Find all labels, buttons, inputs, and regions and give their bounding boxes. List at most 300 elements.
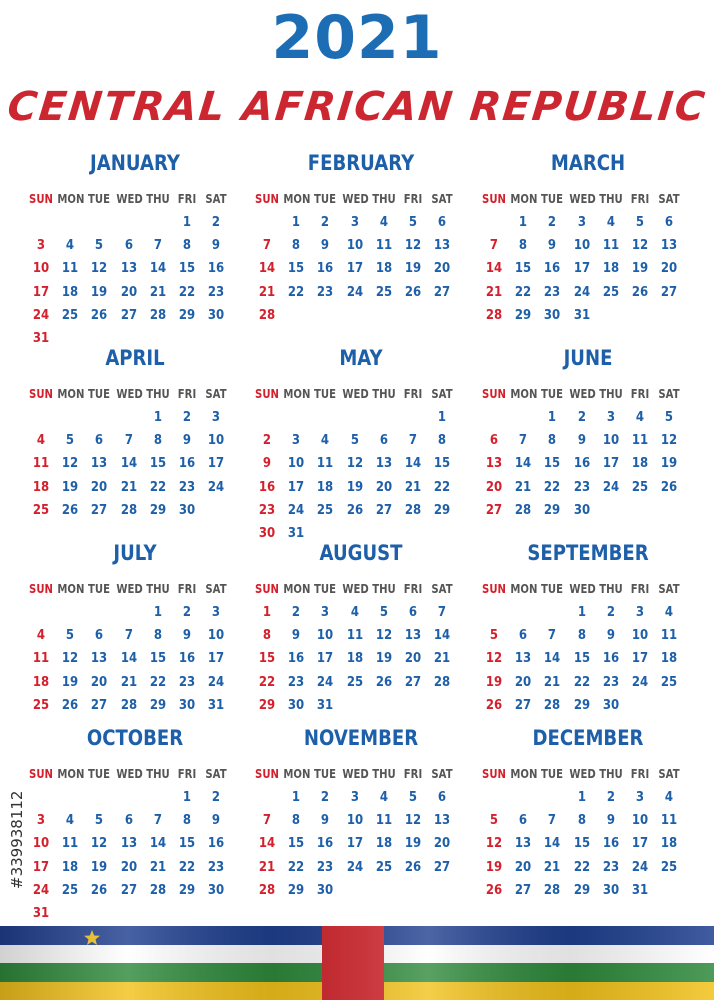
day-cell: 4: [36, 628, 46, 644]
day-cell: 1: [262, 605, 272, 620]
day-cell: 28: [434, 674, 451, 690]
day-cell: 19: [485, 674, 503, 690]
weekday-header-tue: TUE: [88, 582, 111, 596]
weekday-header-fri: FRI: [177, 387, 197, 401]
day-cell: 16: [317, 261, 334, 277]
day-cell: 12: [485, 651, 503, 667]
day-cell: 16: [573, 456, 590, 472]
day-cell: 7: [262, 813, 272, 829]
day-cell: 7: [124, 628, 133, 644]
weekday-header-thu: THU: [372, 767, 396, 781]
day-cell: 23: [317, 284, 334, 300]
day-cell: 25: [346, 674, 363, 690]
weekday-header-tue: TUE: [541, 767, 564, 781]
day-cell: 16: [178, 456, 196, 472]
weekday-header-mon: MON: [57, 582, 85, 596]
day-cell: 4: [379, 215, 388, 230]
weekday-header-wed: WED: [568, 767, 596, 781]
weekday-header-fri: FRI: [630, 582, 650, 596]
day-cell: 8: [182, 238, 192, 254]
day-cell: 17: [288, 479, 305, 495]
day-cell: 15: [178, 261, 196, 277]
day-cell: 24: [288, 502, 305, 518]
day-cell: 22: [434, 479, 451, 495]
day-cell: 9: [212, 238, 221, 254]
day-cell: 10: [346, 238, 363, 254]
day-cell: 28: [258, 882, 276, 898]
weekday-header-sat: SAT: [431, 582, 453, 596]
day-cell: 23: [208, 284, 225, 300]
day-cell: 5: [635, 215, 645, 230]
day-cell: 11: [375, 813, 392, 829]
day-cell: 26: [346, 502, 363, 518]
day-cell: 19: [631, 261, 649, 277]
day-cell: 16: [544, 261, 561, 277]
day-cell: 9: [292, 628, 301, 644]
weekday-header-sat: SAT: [205, 192, 227, 206]
month-name: OCTOBER: [86, 726, 184, 750]
day-cell: 28: [120, 502, 137, 518]
day-cell: 5: [66, 433, 75, 449]
day-cell: 26: [485, 697, 503, 713]
weekday-header-mon: MON: [57, 767, 85, 781]
day-cell: 12: [404, 238, 422, 254]
weekday-header-mon: MON: [510, 582, 538, 596]
day-cell: 19: [62, 479, 79, 495]
central-african-republic-flag: [0, 926, 714, 1000]
weekday-header-wed: WED: [341, 387, 369, 401]
day-cell: 14: [258, 261, 276, 277]
day-cell: 4: [606, 215, 615, 230]
day-cell: 4: [36, 433, 46, 449]
day-cell: 28: [120, 697, 137, 713]
day-cell: 17: [631, 651, 649, 667]
day-cell: 2: [262, 433, 272, 449]
weekday-header-thu: THU: [146, 192, 170, 206]
day-cell: 5: [408, 215, 418, 230]
day-cell: 1: [182, 215, 192, 230]
day-cell: 22: [178, 284, 196, 300]
day-cell: 3: [350, 215, 359, 230]
year-heading: 2021: [271, 3, 443, 73]
weekday-header-thu: THU: [599, 192, 623, 206]
day-cell: 17: [317, 651, 334, 667]
day-cell: 23: [317, 859, 334, 875]
day-cell: 3: [577, 215, 586, 230]
day-cell: 14: [544, 836, 561, 852]
day-cell: 28: [258, 307, 276, 323]
day-cell: 7: [153, 813, 162, 829]
day-cell: 6: [438, 215, 447, 230]
day-cell: 12: [346, 456, 363, 472]
weekday-header-sun: SUN: [29, 387, 53, 401]
day-cell: 6: [489, 433, 499, 449]
day-cell: 26: [661, 479, 678, 495]
day-cell: 8: [577, 628, 586, 644]
day-cell: 5: [95, 238, 104, 254]
day-cell: 31: [32, 331, 50, 346]
month-august: [256, 540, 466, 740]
weekday-header-sat: SAT: [431, 767, 453, 781]
day-cell: 22: [149, 479, 166, 495]
day-cell: 12: [62, 456, 79, 472]
day-cell: 29: [544, 502, 561, 518]
day-cell: 17: [346, 261, 363, 277]
day-cell: 19: [375, 651, 392, 667]
month-name: JANUARY: [90, 151, 180, 175]
month-october: [30, 725, 240, 925]
weekday-header-fri: FRI: [403, 387, 423, 401]
weekday-header-thu: THU: [146, 387, 170, 401]
day-cell: 24: [208, 674, 225, 690]
day-cell: 1: [438, 410, 447, 425]
day-cell: 3: [606, 410, 615, 425]
day-cell: 8: [292, 238, 301, 254]
day-cell: 11: [317, 456, 334, 472]
day-cell: 19: [404, 261, 422, 277]
day-cell: 8: [153, 628, 162, 644]
day-cell: 15: [515, 261, 532, 277]
day-cell: 20: [485, 479, 503, 495]
day-cell: 10: [288, 456, 305, 472]
day-cell: 13: [91, 456, 108, 472]
day-cell: 14: [120, 651, 137, 667]
weekday-header-sat: SAT: [658, 192, 680, 206]
day-cell: 30: [602, 697, 619, 713]
day-cell: 22: [288, 859, 305, 875]
day-cell: 5: [379, 605, 388, 620]
day-cell: 26: [91, 307, 108, 323]
day-cell: 8: [519, 238, 528, 254]
day-cell: 30: [317, 882, 334, 898]
day-cell: 15: [544, 456, 561, 472]
day-cell: 16: [602, 651, 619, 667]
day-cell: 21: [258, 859, 276, 875]
day-cell: 18: [375, 261, 392, 277]
day-cell: 17: [346, 836, 363, 852]
day-cell: 18: [631, 456, 649, 472]
day-cell: 31: [288, 526, 305, 541]
day-cell: 11: [346, 628, 363, 644]
day-cell: 30: [602, 882, 619, 898]
weekday-header-sun: SUN: [29, 582, 53, 596]
day-cell: 27: [434, 284, 451, 300]
day-cell: 26: [62, 697, 79, 713]
day-cell: 25: [32, 502, 50, 518]
day-cell: 14: [149, 836, 166, 852]
day-cell: 24: [32, 307, 50, 323]
weekday-header-tue: TUE: [314, 767, 337, 781]
day-cell: 2: [182, 605, 192, 620]
weekday-header-fri: FRI: [177, 582, 197, 596]
day-cell: 28: [149, 882, 166, 898]
day-cell: 8: [548, 433, 557, 449]
day-cell: 18: [661, 836, 678, 852]
day-cell: 10: [208, 433, 225, 449]
day-cell: 6: [95, 628, 104, 644]
day-cell: 25: [62, 307, 79, 323]
day-cell: 27: [515, 882, 532, 898]
day-cell: 16: [178, 651, 196, 667]
day-cell: 20: [404, 651, 422, 667]
day-cell: 4: [66, 813, 75, 829]
day-cell: 31: [631, 882, 649, 898]
day-cell: 24: [32, 882, 50, 898]
day-cell: 3: [635, 605, 645, 620]
weekday-header-thu: THU: [372, 192, 396, 206]
day-cell: 7: [548, 813, 557, 829]
day-cell: 6: [379, 433, 388, 449]
weekday-header-fri: FRI: [177, 192, 197, 206]
day-cell: 1: [548, 410, 557, 425]
day-cell: 8: [292, 813, 301, 829]
day-cell: 28: [544, 882, 561, 898]
day-cell: 23: [602, 674, 619, 690]
day-cell: 1: [577, 790, 586, 805]
day-cell: 26: [404, 284, 422, 300]
day-cell: 7: [408, 433, 418, 449]
weekday-header-sat: SAT: [658, 767, 680, 781]
weekday-header-sat: SAT: [431, 387, 453, 401]
weekday-header-sat: SAT: [658, 387, 680, 401]
stock-image-id: #339938112: [8, 790, 26, 890]
day-cell: 9: [606, 628, 615, 644]
day-cell: 16: [602, 836, 619, 852]
weekday-header-wed: WED: [115, 192, 143, 206]
day-cell: 15: [258, 651, 276, 667]
day-cell: 13: [120, 261, 137, 277]
day-cell: 13: [120, 836, 137, 852]
day-cell: 15: [288, 261, 305, 277]
month-name: APRIL: [105, 346, 165, 370]
day-cell: 16: [208, 836, 225, 852]
day-cell: 17: [208, 651, 225, 667]
month-january: [30, 150, 240, 350]
day-cell: 18: [661, 651, 678, 667]
weekday-header-sat: SAT: [205, 387, 227, 401]
day-cell: 8: [153, 433, 162, 449]
day-cell: 5: [66, 628, 75, 644]
day-cell: 30: [208, 307, 225, 323]
day-cell: 18: [346, 651, 363, 667]
day-cell: 4: [66, 238, 75, 254]
day-cell: 21: [404, 479, 422, 495]
day-cell: 18: [375, 836, 392, 852]
day-cell: 6: [519, 813, 528, 829]
day-cell: 25: [32, 697, 50, 713]
weekday-header-mon: MON: [57, 387, 85, 401]
day-cell: 13: [485, 456, 503, 472]
day-cell: 10: [631, 813, 649, 829]
day-cell: 20: [661, 261, 678, 277]
day-cell: 22: [544, 479, 561, 495]
day-cell: 10: [32, 261, 50, 277]
day-cell: 12: [404, 813, 422, 829]
day-cell: 25: [661, 859, 678, 875]
day-cell: 16: [258, 479, 276, 495]
day-cell: 6: [124, 238, 133, 254]
day-cell: 9: [182, 433, 192, 449]
weekday-header-tue: TUE: [88, 767, 111, 781]
weekday-header-sun: SUN: [29, 192, 53, 206]
day-cell: 9: [321, 238, 330, 254]
day-cell: 8: [438, 433, 447, 449]
day-cell: 20: [91, 479, 108, 495]
day-cell: 17: [631, 836, 649, 852]
day-cell: 21: [515, 479, 532, 495]
day-cell: 23: [602, 859, 619, 875]
day-cell: 25: [62, 882, 79, 898]
weekday-header-sun: SUN: [255, 387, 279, 401]
day-cell: 21: [544, 859, 561, 875]
day-cell: 30: [544, 307, 561, 323]
weekday-header-tue: TUE: [541, 582, 564, 596]
day-cell: 10: [631, 628, 649, 644]
day-cell: 29: [515, 307, 532, 323]
day-cell: 12: [91, 261, 108, 277]
day-cell: 5: [408, 790, 418, 805]
day-cell: 3: [321, 605, 330, 620]
day-cell: 29: [434, 502, 451, 518]
day-cell: 9: [577, 433, 586, 449]
month-name: MAY: [339, 346, 383, 370]
day-cell: 27: [434, 859, 451, 875]
day-cell: 1: [519, 215, 528, 230]
day-cell: 25: [631, 479, 649, 495]
day-cell: 2: [606, 790, 615, 805]
day-cell: 11: [661, 813, 678, 829]
weekday-header-sun: SUN: [482, 387, 506, 401]
month-may: [256, 345, 466, 545]
day-cell: 16: [317, 836, 334, 852]
day-cell: 10: [317, 628, 334, 644]
day-cell: 27: [404, 674, 422, 690]
day-cell: 3: [350, 790, 359, 805]
day-cell: 14: [544, 651, 561, 667]
day-cell: 15: [573, 836, 590, 852]
month-april: [30, 345, 240, 545]
day-cell: 27: [120, 882, 137, 898]
month-september: [483, 540, 693, 740]
day-cell: 31: [317, 697, 334, 713]
day-cell: 23: [178, 674, 196, 690]
day-cell: 29: [288, 882, 305, 898]
day-cell: 12: [631, 238, 649, 254]
day-cell: 12: [485, 836, 503, 852]
day-cell: 28: [544, 697, 561, 713]
month-february: [256, 150, 466, 350]
day-cell: 26: [62, 502, 79, 518]
weekday-header-wed: WED: [115, 387, 143, 401]
weekday-header-thu: THU: [146, 767, 170, 781]
day-cell: 7: [438, 605, 447, 620]
weekday-header-mon: MON: [510, 192, 538, 206]
weekday-header-mon: MON: [283, 582, 311, 596]
weekday-header-mon: MON: [510, 767, 538, 781]
day-cell: 26: [91, 882, 108, 898]
day-cell: 21: [149, 859, 166, 875]
day-cell: 21: [544, 674, 561, 690]
day-cell: 26: [404, 859, 422, 875]
day-cell: 29: [258, 697, 276, 713]
day-cell: 18: [62, 284, 79, 300]
day-cell: 26: [485, 882, 503, 898]
weekday-header-sun: SUN: [29, 767, 53, 781]
day-cell: 30: [208, 882, 225, 898]
month-name: AUGUST: [319, 541, 403, 565]
day-cell: 20: [91, 674, 108, 690]
day-cell: 25: [375, 859, 392, 875]
day-cell: 17: [32, 859, 50, 875]
day-cell: 13: [91, 651, 108, 667]
day-cell: 27: [91, 697, 108, 713]
day-cell: 19: [91, 859, 108, 875]
day-cell: 15: [434, 456, 451, 472]
day-cell: 20: [434, 836, 451, 852]
day-cell: 4: [635, 410, 645, 425]
weekday-header-sat: SAT: [658, 582, 680, 596]
day-cell: 19: [91, 284, 108, 300]
weekday-header-wed: WED: [341, 582, 369, 596]
day-cell: 27: [91, 502, 108, 518]
weekday-header-fri: FRI: [403, 767, 423, 781]
weekday-header-tue: TUE: [541, 192, 564, 206]
day-cell: 6: [438, 790, 447, 805]
day-cell: 15: [288, 836, 305, 852]
month-november: [256, 725, 466, 925]
weekday-header-mon: MON: [57, 192, 85, 206]
weekday-header-tue: TUE: [88, 387, 111, 401]
day-cell: 23: [178, 479, 196, 495]
day-cell: 13: [515, 836, 532, 852]
day-cell: 24: [602, 479, 619, 495]
day-cell: 6: [124, 813, 133, 829]
day-cell: 1: [577, 605, 586, 620]
day-cell: 27: [515, 697, 532, 713]
day-cell: 10: [602, 433, 619, 449]
weekday-header-sat: SAT: [205, 767, 227, 781]
day-cell: 23: [573, 479, 590, 495]
weekday-header-tue: TUE: [541, 387, 564, 401]
day-cell: 23: [208, 859, 225, 875]
weekday-header-fri: FRI: [177, 767, 197, 781]
day-cell: 26: [375, 674, 392, 690]
day-cell: 29: [149, 697, 166, 713]
day-cell: 2: [577, 410, 586, 425]
weekday-header-thu: THU: [599, 387, 623, 401]
day-cell: 16: [288, 651, 305, 667]
day-cell: 9: [548, 238, 557, 254]
day-cell: 5: [95, 813, 104, 829]
weekday-header-sun: SUN: [482, 767, 506, 781]
day-cell: 24: [317, 674, 334, 690]
day-cell: 29: [149, 502, 166, 518]
day-cell: 7: [489, 238, 499, 254]
day-cell: 13: [515, 651, 532, 667]
weekday-header-mon: MON: [283, 767, 311, 781]
day-cell: 14: [485, 261, 503, 277]
day-cell: 12: [91, 836, 108, 852]
day-cell: 8: [262, 628, 272, 644]
month-june: [483, 345, 693, 545]
day-cell: 30: [258, 526, 276, 541]
day-cell: 13: [404, 628, 422, 644]
day-cell: 9: [182, 628, 192, 644]
day-cell: 27: [485, 502, 503, 518]
day-cell: 11: [32, 456, 50, 472]
weekday-header-tue: TUE: [88, 192, 111, 206]
day-cell: 24: [346, 284, 363, 300]
